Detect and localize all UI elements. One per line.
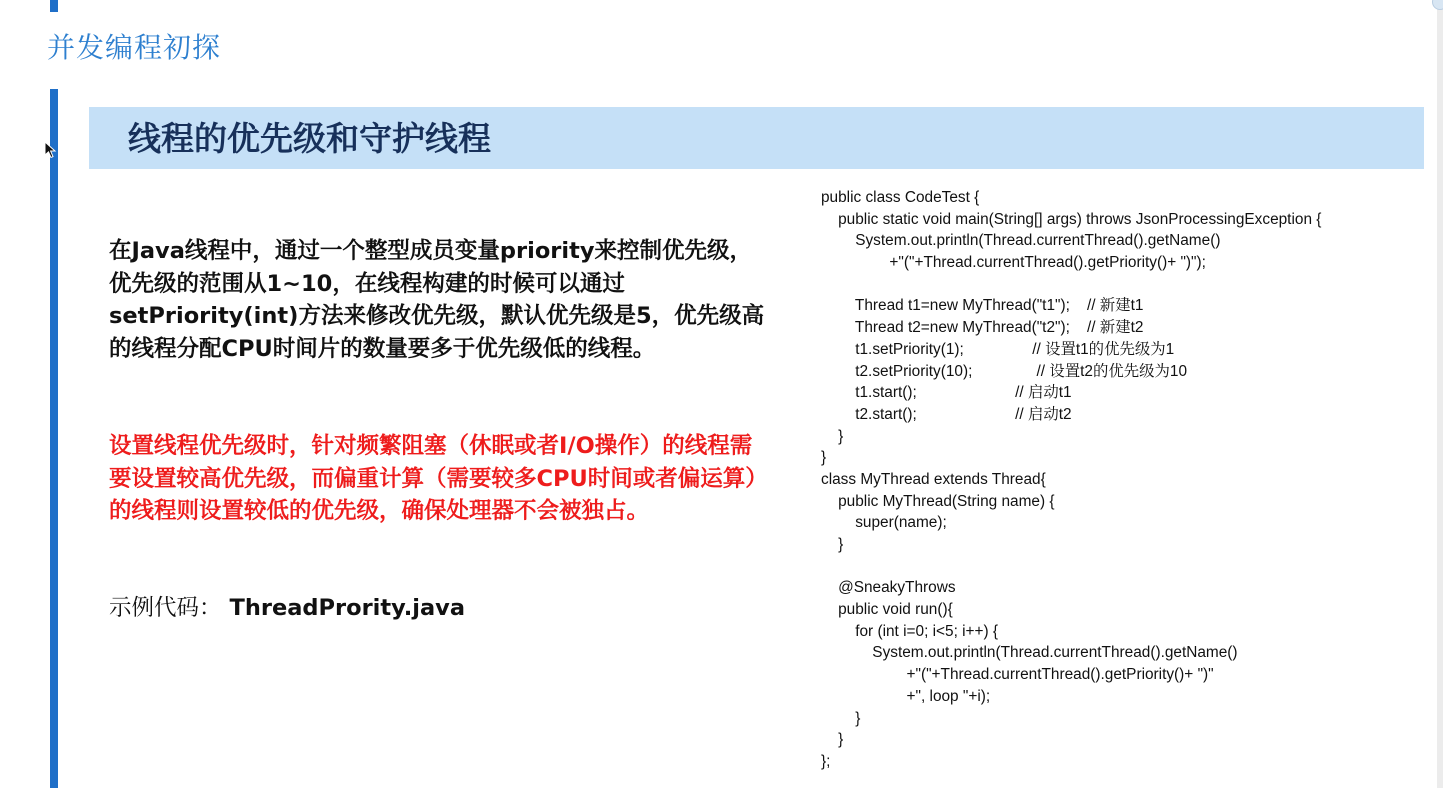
code-line: System.out.println(Thread.currentThread().getName()	[821, 644, 1238, 662]
code-line: t1.start(); // 启动t1	[821, 384, 1072, 402]
code-line: t1.setPriority(1); // 设置t1的优先级为1	[821, 340, 1175, 358]
code-line: }	[821, 449, 827, 467]
code-line: @SneakyThrows	[821, 579, 956, 597]
code-line: class MyThread extends Thread{	[821, 470, 1046, 488]
code-line: t2.start(); // 启动t2	[821, 405, 1072, 423]
code-line: super(name);	[821, 514, 947, 532]
code-line: +"("+Thread.currentThread().getPriority()+ ")"	[821, 666, 1214, 684]
code-line: public MyThread(String name) {	[821, 492, 1055, 510]
code-line: };	[821, 752, 831, 770]
section-title: 并发编程初探	[47, 31, 222, 64]
mouse-pointer-icon	[44, 141, 58, 159]
top-accent-stub	[50, 0, 58, 12]
priority-description: 在Java线程中，通过一个整型成员变量priority来控制优先级，优先级的范围从1~10，在线程构建的时候可以通过setPriority(int)方法来修改优先级，默认优先级是5，优先级高的线程分配CPU时间片的数量要多于优先级低的线程。	[109, 238, 765, 363]
code-line: }	[821, 731, 844, 749]
code-line: Thread t1=new MyThread("t1"); // 新建t1	[821, 297, 1144, 315]
code-line: +"("+Thread.currentThread().getPriority()+ ")");	[821, 254, 1206, 272]
slide-banner	[89, 107, 1424, 169]
code-line	[821, 274, 1421, 296]
code-line: }	[821, 536, 844, 553]
code-line: Thread t2=new MyThread("t2"); // 新建t2	[821, 319, 1144, 337]
code-line: public void run(){	[821, 601, 953, 619]
code-line: }	[821, 709, 861, 727]
code-line: t2.setPriority(10); // 设置t2的优先级为10	[821, 362, 1188, 380]
code-line: System.out.println(Thread.currentThread().getName()	[821, 232, 1221, 250]
code-sample	[821, 187, 1421, 773]
left-accent-bar	[50, 89, 58, 788]
example-label: 示例代码：	[109, 595, 222, 621]
code-line: for (int i=0; i<5; i++) {	[821, 622, 999, 640]
code-line: +", loop "+i);	[821, 687, 991, 705]
code-line: }	[821, 427, 844, 445]
priority-advice: 设置线程优先级时，针对频繁阻塞（休眠或者I/O操作）的线程需要设置较高优先级，而偏重计算（需要较多CPU时间或者偏运算）的线程则设置较低的优先级，确保处理器不会被独占。	[109, 433, 768, 525]
scrollbar-track[interactable]	[1437, 0, 1443, 788]
slide-title: 线程的优先级和守护线程	[128, 119, 491, 158]
example-filename: ThreadPrority.java	[229, 595, 466, 621]
scrollbar-thumb[interactable]	[1432, 0, 1443, 10]
code-line: public class CodeTest {	[821, 189, 980, 206]
code-line	[821, 556, 1421, 578]
example-code-line	[109, 592, 465, 624]
code-line: public static void main(String[] args) throws JsonProcessingException {	[821, 210, 1322, 228]
